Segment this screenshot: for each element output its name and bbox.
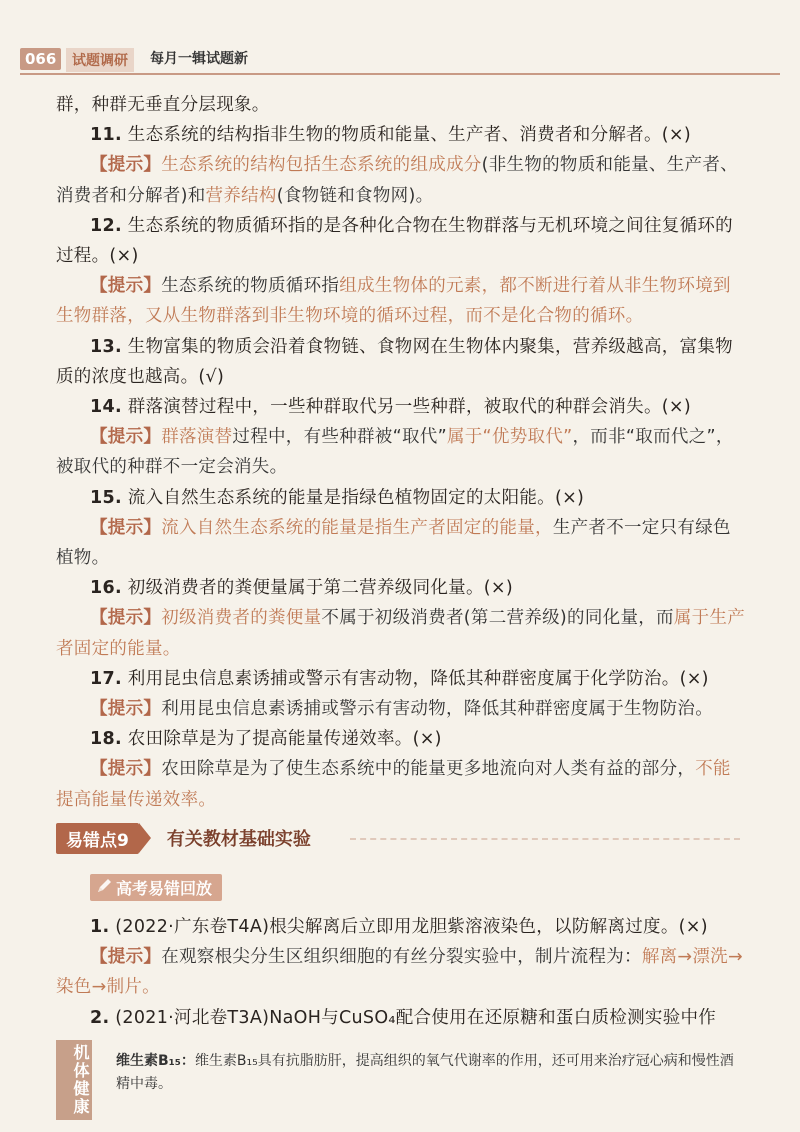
hint-text: 过程中，有些种群被“取代”	[232, 427, 447, 448]
main-text	[56, 90, 746, 815]
hint-highlight: 属于“优势取代”	[446, 427, 573, 448]
question-item	[56, 912, 746, 942]
question-item	[56, 120, 746, 150]
hint-highlight: 流入自然生态系统的能量是指生产者固定的能量，	[161, 517, 553, 538]
hint-label: 【提示】	[90, 276, 162, 297]
hint-text: (非生物的物质和能量、生产者、消费者和分解者)和	[56, 155, 738, 206]
hint-highlight: 营养结构	[205, 185, 277, 206]
hint-text: 利用昆虫信息素诱捕或警示有害动物，降低其种群密度属于生物防治。	[161, 699, 714, 720]
hint-item	[56, 150, 746, 210]
question-text: 流入自然生态系统的能量是指绿色植物固定的太阳能。(×)	[121, 487, 585, 508]
question-item	[56, 392, 746, 422]
hint-label: 【提示】	[90, 947, 162, 968]
question-number: 13.	[90, 336, 122, 357]
question-text: 利用昆虫信息素诱捕或警示有害动物，降低其种群密度属于化学防治。(×)	[121, 668, 709, 689]
hint-label: 【提示】	[90, 759, 162, 780]
question-item	[56, 332, 746, 392]
hint-highlight: 生态系统的结构包括生态系统的组成成分	[161, 155, 482, 176]
section-tag: 易错点9	[56, 823, 139, 854]
hint-text: 生产者不一定只有绿色植物。	[56, 517, 731, 569]
header-divider	[20, 73, 780, 75]
tag-arrow-icon	[139, 823, 151, 853]
question-text: 群落演替过程中，一些种群取代另一些种群，被取代的种群会消失。(×)	[121, 397, 691, 418]
hint-item	[56, 694, 746, 724]
footer-side-label: 机体健康	[56, 1040, 92, 1120]
page-header	[0, 40, 800, 76]
sub-heading: 高考易错回放	[90, 874, 222, 901]
hint-item	[56, 603, 746, 663]
question-text: (2021·河北卷T3A)NaOH与CuSO₄配合使用在还原糖和蛋白质检测实验中作	[109, 1007, 717, 1028]
question-number: 12.	[90, 215, 122, 236]
question-item	[56, 483, 746, 513]
hint-label: 【提示】	[90, 427, 162, 448]
page-number: 066	[20, 48, 61, 70]
hint-text: 生态系统的物质循环指	[161, 276, 340, 297]
hint-highlight: 组成生物体的元素，都不断进行着从非生物环境到生物群落，又从生物群落到非生物环境的循环过程，而不是化合物的循环。	[56, 276, 731, 327]
hint-highlight: 初级消费者的粪便量	[161, 608, 322, 629]
question-text: (2022·广东卷T4A)根尖解离后立即用龙胆紫溶液染色，以防解离过度。(×)	[109, 917, 708, 937]
section-text	[56, 912, 746, 1033]
question-number: 17.	[90, 668, 122, 689]
question-number: 2.	[90, 1007, 110, 1028]
hint-text: 在观察根尖分生区组织细胞的有丝分裂实验中，制片流程为：	[161, 947, 642, 968]
magazine-title: 每月一辑试题新	[150, 51, 248, 67]
question-number: 16.	[90, 578, 122, 599]
section-name: 试题调研	[66, 48, 134, 72]
paragraph-text: 群，种群无垂直分层现象。	[56, 95, 270, 115]
footer-note	[56, 1040, 746, 1120]
hint-text: ，而非“取而代之”，被取代的种群不一定会消失。	[56, 427, 734, 478]
question-text: 初级消费者的粪便量属于第二营养级同化量。(×)	[121, 578, 513, 599]
footer-text	[116, 1050, 736, 1096]
footer-title: 维生素B₁₅：	[116, 1053, 195, 1069]
hint-label: 【提示】	[90, 608, 162, 629]
question-number: 14.	[90, 397, 122, 418]
question-number: 18.	[90, 729, 122, 750]
question-text: 生态系统的物质循环指的是各种化合物在生物群落与无机环境之间往复循环的过程。(×)	[56, 215, 733, 267]
question-item	[56, 1003, 746, 1033]
section-heading	[56, 823, 311, 853]
hint-text: (食物链和食物网)。	[276, 185, 434, 206]
hint-highlight: 属于生产者固定的能量。	[56, 608, 746, 659]
hint-item	[56, 754, 746, 814]
hint-text: 农田除草是为了使生态系统中的能量更多地流向对人类有益的部分，	[161, 759, 696, 780]
question-number: 15.	[90, 487, 122, 508]
hint-highlight: 不能提高能量传递效率。	[56, 759, 731, 810]
question-text: 生态系统的结构指非生物的物质和能量、生产者、消费者和分解者。(×)	[121, 125, 691, 146]
hint-text: 不属于初级消费者(第二营养级)的同化量，而	[321, 608, 674, 629]
hint-item	[56, 422, 746, 482]
hint-label: 【提示】	[90, 155, 162, 176]
pencil-icon	[95, 877, 113, 895]
dashed-divider	[350, 838, 740, 840]
section-title: 有关教材基础实验	[166, 829, 311, 850]
question-item	[56, 724, 746, 754]
question-number: 11.	[90, 125, 122, 146]
question-number: 1.	[90, 917, 110, 937]
footer-body: 维生素B₁₅具有抗脂肪肝，提高组织的氧气代谢率的作用，还可用来治疗冠心病和慢性酒精中毒。	[116, 1053, 734, 1092]
hint-item	[56, 942, 746, 1002]
paragraph	[56, 90, 746, 120]
hint-label: 【提示】	[90, 517, 162, 538]
question-item	[56, 211, 746, 271]
question-item	[56, 664, 746, 694]
question-text: 农田除草是为了提高能量传递效率。(×)	[121, 729, 442, 750]
question-text: 生物富集的物质会沿着食物链、食物网在生物体内聚集，营养级越高，富集物质的浓度也越高。(√)	[56, 336, 733, 387]
hint-highlight: 解离→漂洗→染色→制片。	[56, 947, 743, 998]
question-item	[56, 573, 746, 603]
hint-item	[56, 271, 746, 331]
hint-highlight: 群落演替	[161, 427, 233, 448]
hint-item	[56, 513, 746, 573]
hint-label: 【提示】	[90, 699, 162, 720]
